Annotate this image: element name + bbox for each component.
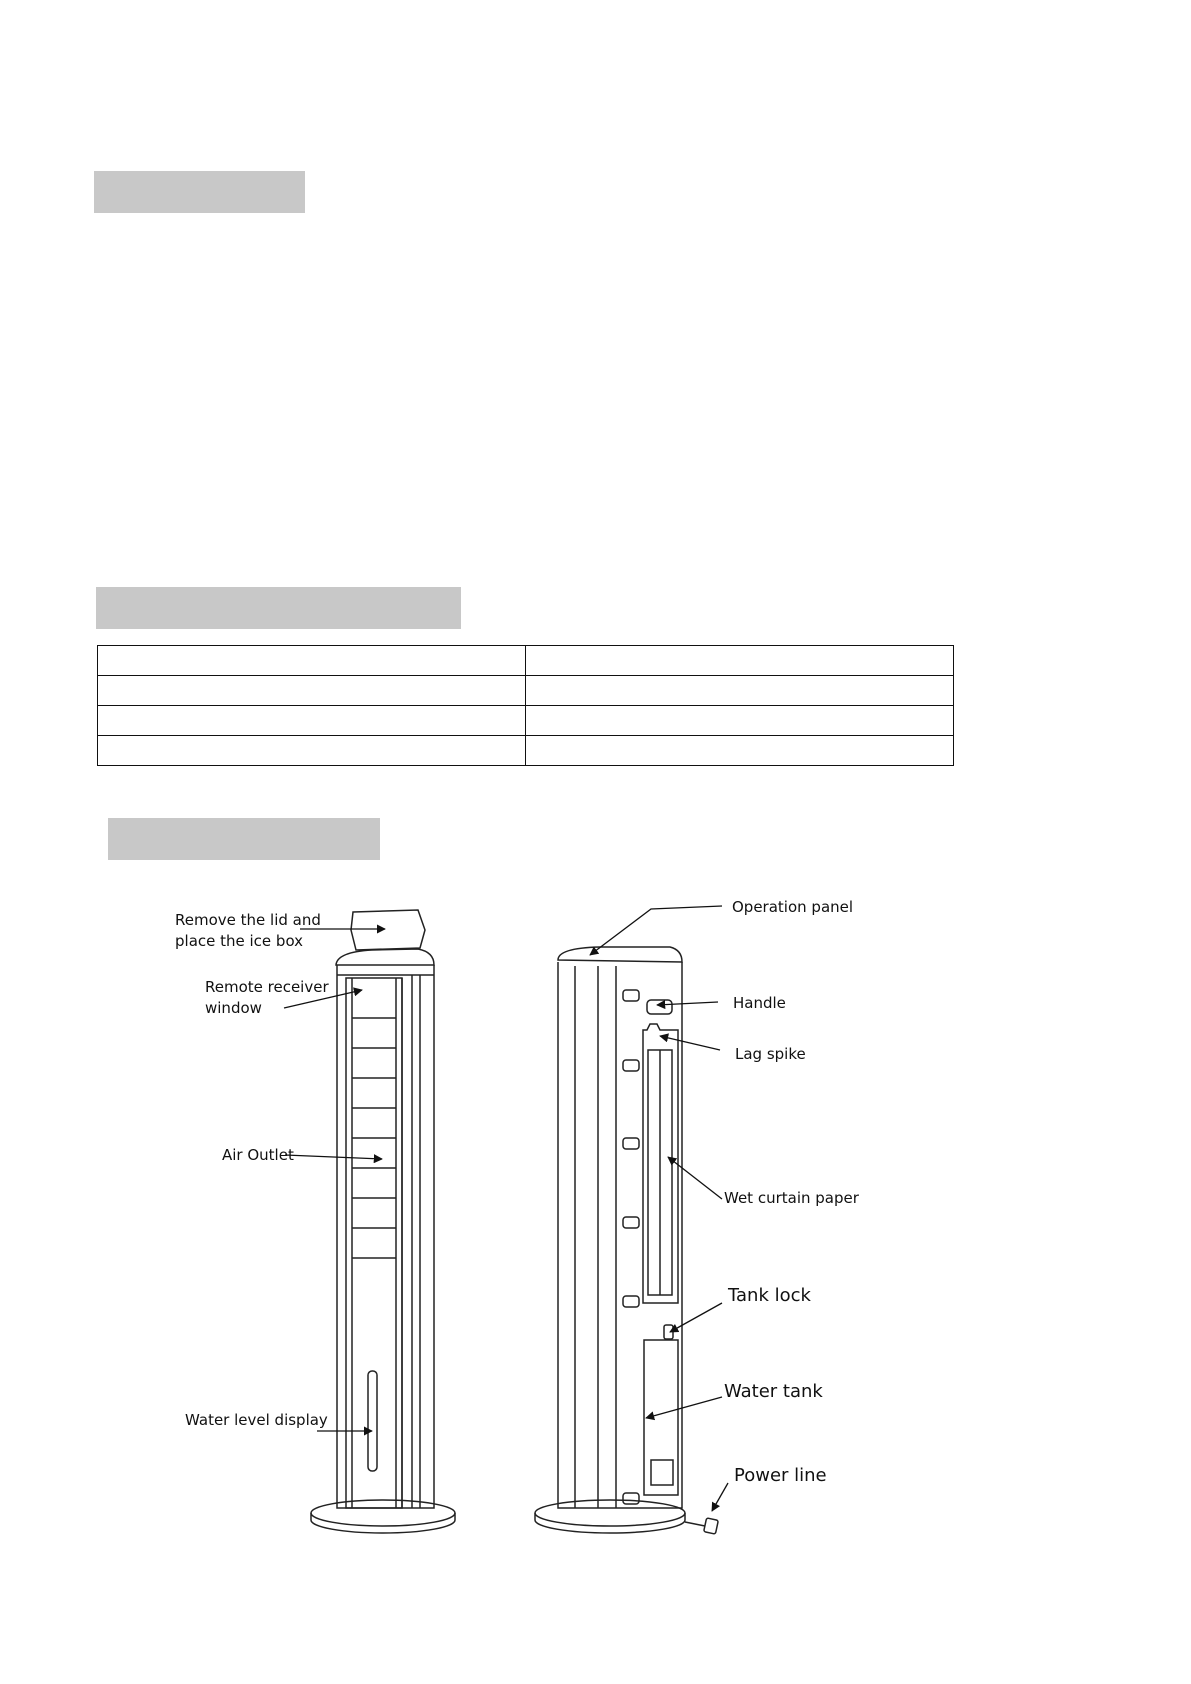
label-air-outlet: Air Outlet [222, 1146, 294, 1164]
table-cell [98, 706, 526, 736]
callout-labels [175, 898, 860, 1486]
label-remote-line1: Remote receiver [205, 978, 329, 996]
label-tank-lock: Tank lock [728, 1285, 811, 1306]
table-row [98, 676, 954, 706]
label-lag-spike: Lag spike [735, 1045, 806, 1063]
section-heading-bar [94, 171, 305, 213]
label-lid-line1: Remove the lid and [175, 911, 321, 929]
rear-view-illustration [535, 947, 718, 1534]
table-cell [526, 706, 954, 736]
label-wet-curtain-paper: Wet curtain paper [724, 1189, 859, 1207]
table-cell [526, 736, 954, 766]
table-cell [98, 736, 526, 766]
table-row [98, 706, 954, 736]
product-parts-diagram [0, 880, 1191, 1560]
label-remote-line2: window [205, 999, 262, 1017]
table-cell [526, 676, 954, 706]
table-row [98, 646, 954, 676]
section-heading-bar [108, 818, 380, 860]
table-cell [526, 646, 954, 676]
label-operation-panel: Operation panel [732, 898, 854, 916]
label-water-tank: Water tank [724, 1381, 823, 1402]
label-power-line: Power line [734, 1465, 827, 1486]
table-cell [98, 646, 526, 676]
specification-table [97, 645, 954, 766]
front-view-illustration [311, 910, 455, 1533]
section-heading-bar [96, 587, 461, 629]
label-lid-line2: place the ice box [175, 932, 304, 950]
label-handle: Handle [733, 994, 786, 1012]
table-cell [98, 676, 526, 706]
table-row [98, 736, 954, 766]
label-water-level-display: Water level display [185, 1411, 328, 1429]
